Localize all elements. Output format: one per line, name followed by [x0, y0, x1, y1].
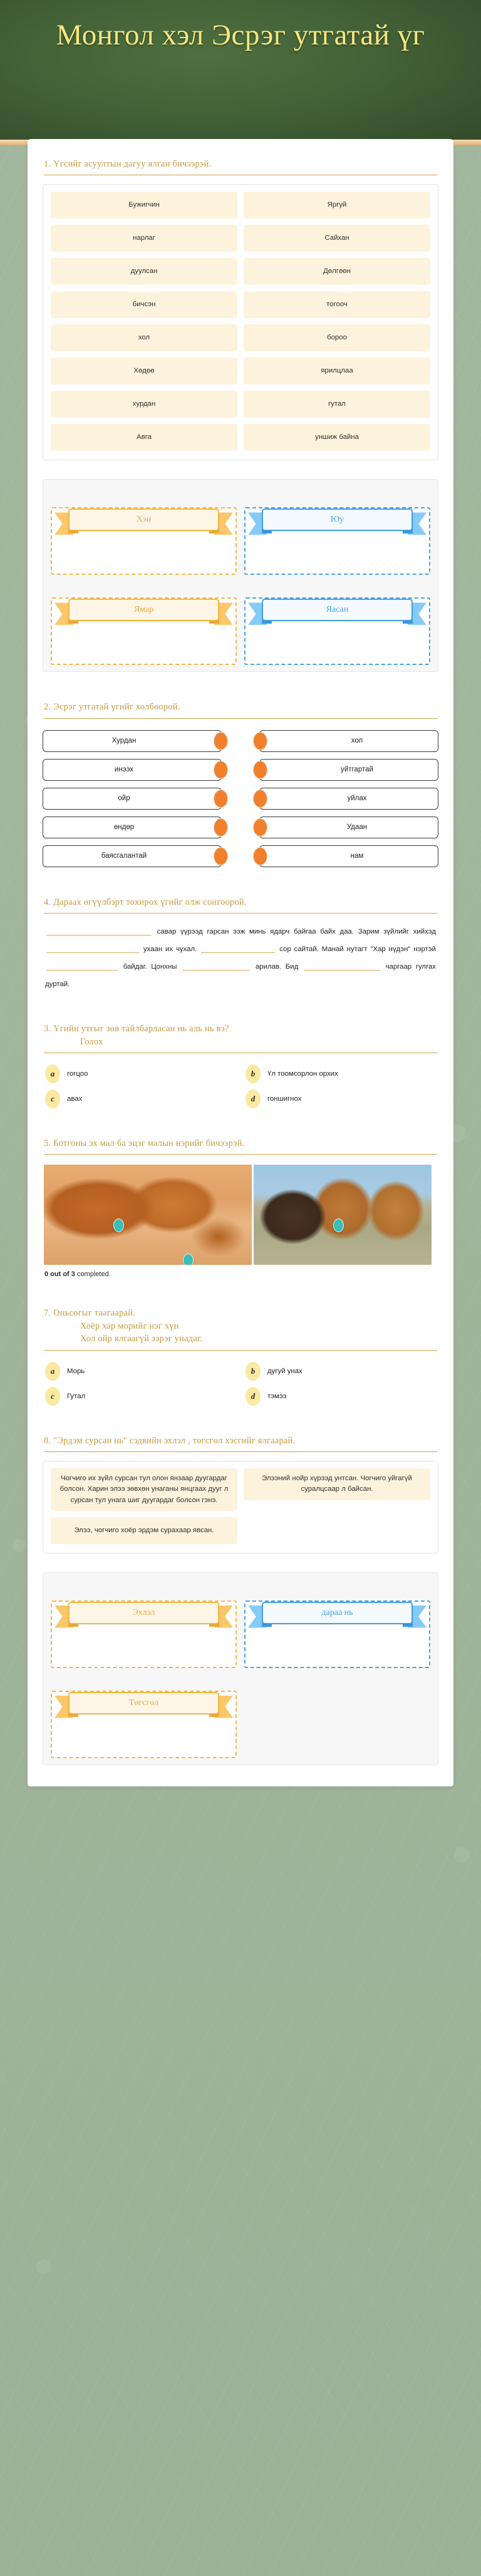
option-key-badge: b — [246, 1362, 261, 1381]
exercise-5-heading: 5. Ботгоны эх мал ба эцэг малын нэрийг бичээрэй. — [44, 1138, 245, 1149]
dropzone-label: Хэн — [68, 508, 219, 531]
cloze-text: чухал. — [176, 945, 197, 954]
exercise-4-heading: 4. Дараах өгүүлбэрт тохирох үгийг олж сонгоорой. — [44, 897, 247, 907]
connector-knob[interactable] — [253, 732, 267, 750]
ribbon-banner — [54, 1602, 233, 1632]
match-label: Удаан — [346, 823, 368, 832]
exercise-8 — [43, 1435, 438, 1553]
ribbon-foot-right-icon — [403, 1620, 413, 1627]
word-card[interactable]: Сайхан — [244, 225, 430, 252]
exercise-8-dropzones — [43, 1572, 438, 1765]
exercise-1 — [43, 158, 438, 460]
exercise-7-question: 7. Оньсогыг таагаарай. — [44, 1308, 135, 1319]
option-label: авах — [67, 1095, 83, 1103]
divider — [44, 718, 437, 719]
match-label: уйтгартай — [341, 766, 373, 774]
ribbon-foot-right-icon — [209, 617, 219, 624]
connector-knob[interactable] — [214, 790, 228, 808]
match-item-right[interactable] — [259, 788, 438, 810]
exercise-2 — [43, 701, 438, 867]
cloze-text: нэртэй — [413, 945, 436, 954]
ribbon-foot-right-icon — [209, 1620, 219, 1627]
option-a[interactable] — [45, 1064, 238, 1083]
divider — [44, 1154, 437, 1155]
word-card[interactable]: бороо — [244, 324, 430, 351]
word-card[interactable]: Бужигчин — [51, 192, 237, 219]
exercise-3 — [43, 1023, 438, 1108]
match-item-left[interactable] — [43, 845, 222, 867]
exercise-1-dropzones — [43, 479, 438, 672]
ribbon-foot-left-icon — [68, 1620, 78, 1627]
dropzone-label: Ямар — [68, 599, 219, 621]
option-key-badge: a — [45, 1064, 60, 1083]
option-d[interactable] — [246, 1090, 438, 1108]
dropzone-yamar[interactable] — [51, 597, 237, 665]
chalkboard-header — [0, 0, 481, 145]
riddle-line-2: Хол ойр ялгаагүй зэрэг унадаг. — [80, 1334, 203, 1344]
matching-row — [43, 845, 438, 867]
dropzone-label: дараа нь — [262, 1602, 413, 1624]
sentence-card[interactable]: Чогчиго их зүйл сурсан тул олон янзаар дуугардаг болсон. Харин элээ зөвхөн унаганы янцгаах дууг л сурсан тул унага шиг дуугардаг болсон гэнэ. — [51, 1468, 237, 1510]
dropzone-column — [51, 1580, 237, 1668]
sentence-card[interactable]: Элээний нойр хүрээд унтсан. Чогчиго уйгагүй суралцсаар л байсан. — [244, 1468, 430, 1500]
match-label: баясгалантай — [101, 852, 147, 860]
exercise-3-subheading: Голох — [80, 1036, 103, 1047]
connector-knob[interactable] — [253, 790, 267, 808]
exercise-7-heading — [43, 1307, 438, 1345]
exercise-8-heading: 8. "Эрдэм сурсан нь" сэдвийн эхлэл , төгсгөл хэсгийг ялгаарай. — [44, 1435, 296, 1446]
match-item-left[interactable] — [43, 730, 222, 752]
connector-knob[interactable] — [214, 847, 228, 865]
match-item-right[interactable] — [259, 759, 438, 781]
matching-row — [43, 730, 438, 752]
word-card-grid — [51, 192, 430, 451]
blank-input-6[interactable] — [304, 970, 380, 971]
word-card[interactable]: уншиж байна — [244, 424, 430, 451]
cloze-text: байх даа. Зарим зүйлийг хийхэд — [320, 928, 436, 936]
camel-photo-right — [254, 1165, 432, 1265]
exercise-1-word-panel — [43, 184, 438, 460]
dropzone-daraa-ni[interactable] — [244, 1600, 430, 1668]
dropzone-label: Яасан — [262, 599, 413, 621]
ribbon-foot-right-icon — [403, 617, 413, 624]
dropzone-ehlel[interactable] — [51, 1600, 237, 1668]
dropzone-panel — [43, 479, 438, 672]
match-label: Хурдан — [111, 737, 137, 745]
dropzone-column — [244, 487, 430, 575]
dropzone-panel — [43, 1572, 438, 1765]
ribbon-tail-left-icon — [248, 602, 267, 625]
ribbon-tail-left-icon — [54, 1605, 73, 1628]
dropzone-hen[interactable] — [51, 507, 237, 575]
divider — [44, 1451, 437, 1452]
ribbon-banner — [54, 599, 233, 629]
ribbon-tail-right-icon — [408, 602, 427, 625]
hotspot-marker[interactable] — [183, 1254, 194, 1265]
word-card[interactable]: дуулсан — [51, 258, 237, 285]
option-label: гогцоо — [67, 1070, 88, 1078]
cloze-paragraph — [43, 922, 438, 994]
completion-suffix: completed. — [75, 1270, 111, 1279]
option-c[interactable] — [45, 1090, 238, 1108]
exercise-4 — [43, 896, 438, 994]
ribbon-tail-left-icon — [54, 1696, 73, 1718]
connector-knob[interactable] — [253, 847, 267, 865]
blank-input-5[interactable] — [182, 970, 250, 971]
ribbon-foot-right-icon — [209, 527, 219, 533]
completion-count: 0 out of 3 — [44, 1270, 75, 1279]
exercise-3-heading — [43, 1023, 438, 1048]
option-key-badge: d — [246, 1387, 261, 1406]
option-label: Үл тоомсорлон орхих — [267, 1070, 338, 1078]
dropzone-yuu[interactable] — [244, 507, 430, 575]
cloze-text: чаргаар гулгах дуртай. — [45, 963, 436, 989]
divider — [44, 1350, 437, 1351]
divider — [44, 913, 437, 914]
option-a[interactable] — [45, 1362, 238, 1381]
option-d[interactable] — [246, 1387, 438, 1406]
exercise-3-question: 3. Үгийн утгыг зөв тайлбарласан нь аль нь вэ? — [44, 1024, 229, 1034]
cloze-text: савар үүрээд гарсан ээж минь ядарч байгаа — [157, 928, 316, 936]
option-key-badge: d — [246, 1090, 261, 1108]
word-card[interactable]: тогооч — [244, 291, 430, 318]
cloze-text: сор сайтай. Манай нутагт "Хар нүдэн" — [279, 945, 411, 954]
hotspot-marker[interactable] — [113, 1218, 124, 1232]
dropzone-togsgol[interactable] — [51, 1691, 237, 1758]
empty-slot — [244, 1517, 430, 1544]
option-label: Гутал — [67, 1392, 86, 1400]
option-key-badge: a — [45, 1362, 60, 1381]
dropzone-column — [51, 487, 237, 575]
exercise-7-options — [43, 1359, 438, 1406]
connector-knob[interactable] — [214, 732, 228, 750]
option-key-badge: c — [45, 1387, 60, 1406]
ribbon-banner — [54, 1692, 233, 1722]
option-key-badge: b — [246, 1064, 261, 1083]
option-label: гоншигнох — [267, 1095, 302, 1103]
dropzone-column — [244, 1580, 430, 1668]
connector-knob[interactable] — [214, 761, 228, 779]
hotspot-marker[interactable] — [333, 1218, 344, 1232]
ribbon-tail-right-icon — [214, 512, 233, 535]
ribbon-foot-left-icon — [262, 527, 272, 533]
ribbon-tail-left-icon — [54, 602, 73, 625]
dropzone-label: Эхлэл — [68, 1602, 219, 1624]
word-card[interactable]: Авга — [51, 424, 237, 451]
option-b[interactable] — [246, 1064, 438, 1083]
match-item-left[interactable] — [43, 817, 222, 838]
match-label: ойр — [118, 795, 130, 803]
connector-knob[interactable] — [253, 818, 267, 837]
match-label: инээх — [114, 766, 134, 774]
matching-row — [43, 817, 438, 838]
dropzone-column — [51, 577, 237, 665]
dropzone-grid — [51, 487, 430, 665]
exercise-8-card-panel — [43, 1461, 438, 1553]
sentence-card[interactable]: Элээ, чогчиго хоёр эрдэм сурахаар явсан. — [51, 1517, 237, 1544]
ribbon-tail-right-icon — [408, 1605, 427, 1628]
cloze-text: ухаан их — [143, 945, 173, 954]
ribbon-banner — [248, 1602, 427, 1632]
exercise-3-options — [43, 1062, 438, 1108]
option-label: Морь — [67, 1367, 85, 1375]
exercise-5 — [43, 1137, 438, 1278]
matching-row — [43, 759, 438, 781]
cloze-text: байдаг. Цонхны — [123, 963, 177, 971]
blank-input-2[interactable] — [46, 952, 139, 953]
match-label: хол — [351, 737, 363, 745]
ribbon-foot-right-icon — [209, 1711, 219, 1717]
word-card[interactable]: хурдан — [51, 391, 237, 418]
option-c[interactable] — [45, 1387, 238, 1406]
option-key-badge: c — [45, 1090, 60, 1108]
match-item-left[interactable] — [43, 759, 222, 781]
camel-photo-row — [43, 1163, 438, 1265]
option-label: дугуй унах — [267, 1367, 303, 1375]
dropzone-grid — [51, 1580, 430, 1758]
ribbon-banner — [248, 508, 427, 538]
word-card[interactable]: Дөлгөөн — [244, 258, 430, 285]
match-label: нам — [350, 852, 364, 860]
match-item-right[interactable] — [259, 730, 438, 752]
sentence-card-grid — [51, 1468, 430, 1543]
ribbon-foot-left-icon — [68, 527, 78, 533]
word-card[interactable]: бичсэн — [51, 291, 237, 318]
blank-input-3[interactable] — [201, 952, 275, 953]
ribbon-tail-left-icon — [54, 512, 73, 535]
connector-knob[interactable] — [214, 818, 228, 837]
camel-photo-left — [44, 1165, 252, 1265]
word-card[interactable]: Хөдөө — [51, 358, 237, 384]
exercise-1-heading: 1. Үгсийг асуултын дагуу ялган бичээрэй. — [44, 159, 212, 169]
word-card[interactable]: гутал — [244, 391, 430, 418]
option-b[interactable] — [246, 1362, 438, 1381]
match-item-right[interactable] — [259, 817, 438, 838]
ribbon-foot-left-icon — [262, 617, 272, 624]
ribbon-tail-right-icon — [214, 602, 233, 625]
page-title: Монгол хэл Эсрэг утгатай үг — [56, 19, 425, 51]
ribbon-banner — [248, 599, 427, 629]
word-card[interactable]: нарлаг — [51, 225, 237, 252]
exercise-2-heading: 2. Эсрэг утгатай үгийг холбоорой. — [44, 702, 180, 713]
riddle-line-1: Хоёр хар морийг нэг хүн — [80, 1321, 179, 1331]
ribbon-tail-right-icon — [408, 512, 427, 535]
ribbon-foot-left-icon — [68, 1711, 78, 1717]
dropzone-column — [244, 577, 430, 665]
word-card[interactable]: Яргуй — [244, 192, 430, 219]
exercise-7 — [43, 1307, 438, 1405]
blank-input-4[interactable] — [46, 970, 118, 971]
dropzone-yaasan[interactable] — [244, 597, 430, 665]
cloze-text: арилав. Бид — [255, 963, 299, 971]
completion-status — [43, 1265, 438, 1278]
word-card[interactable]: хол — [51, 324, 237, 351]
dropzone-column — [51, 1671, 237, 1758]
ribbon-foot-left-icon — [68, 617, 78, 624]
match-label: уйлах — [347, 795, 367, 803]
ribbon-tail-right-icon — [214, 1605, 233, 1628]
option-label: тэмээ — [267, 1392, 287, 1400]
ribbon-foot-left-icon — [262, 1620, 272, 1627]
ribbon-foot-right-icon — [403, 527, 413, 533]
matching-row — [43, 788, 438, 810]
ribbon-tail-right-icon — [214, 1696, 233, 1718]
dropzone-label: Юу — [262, 508, 413, 531]
match-label: өндөр — [113, 823, 135, 832]
dropzone-column-empty — [244, 1671, 430, 1758]
dropzone-label: Төгсгөл — [68, 1692, 219, 1714]
ribbon-banner — [54, 508, 233, 538]
match-item-left[interactable] — [43, 788, 222, 810]
connector-knob[interactable] — [253, 761, 267, 779]
word-card[interactable]: ярилцлаа — [244, 358, 430, 384]
matching-list — [43, 728, 438, 867]
ribbon-tail-left-icon — [248, 1605, 267, 1628]
match-item-right[interactable] — [259, 845, 438, 867]
worksheet-sheet — [28, 139, 453, 1786]
ribbon-tail-left-icon — [248, 512, 267, 535]
